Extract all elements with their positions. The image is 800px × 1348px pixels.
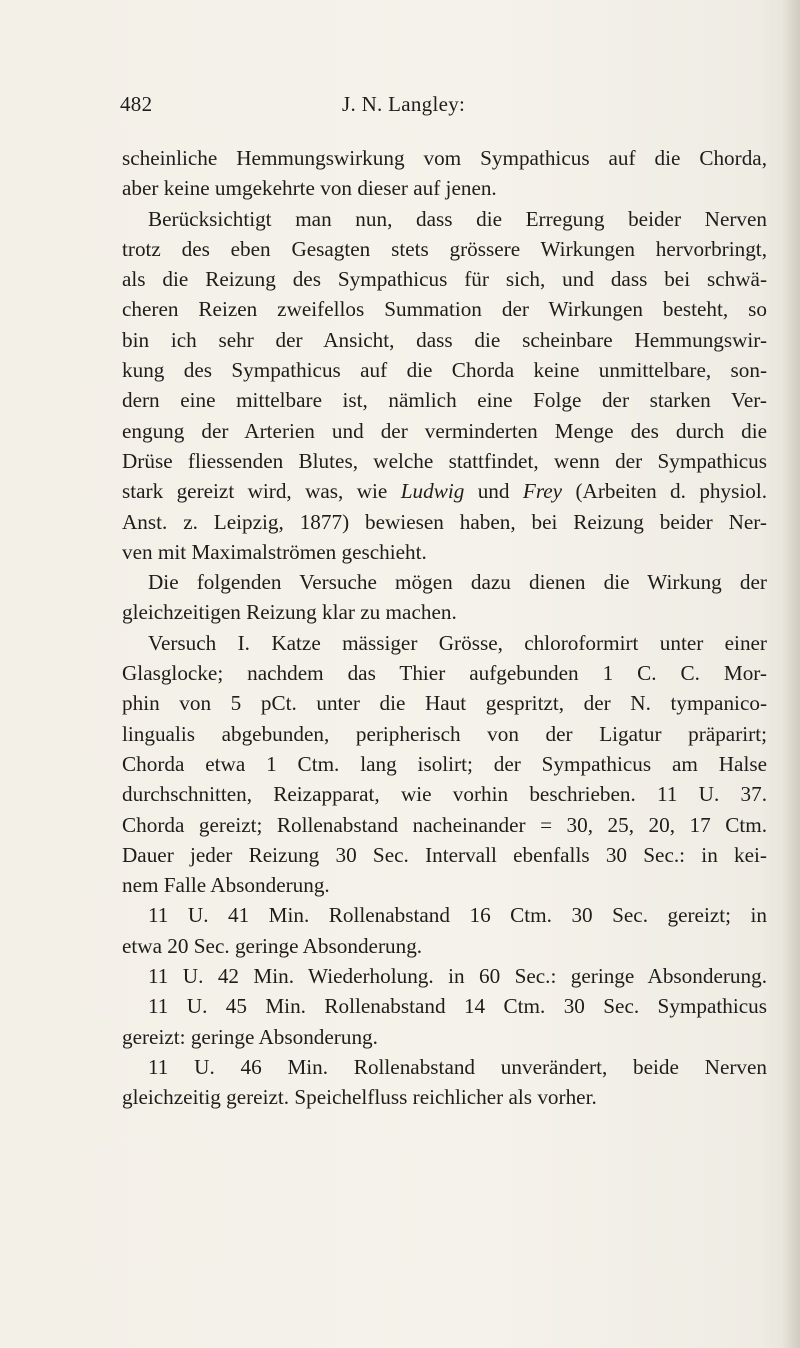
text-line: 11 U. 42 Min. Wiederholung. in 60 Sec.: geringe Absonderung.	[148, 964, 767, 989]
text-line: etwa 20 Sec. geringe Absonderung.	[122, 933, 423, 958]
text-line: Glasglocke; nachdem das Thier aufgebunden 1 C. C. Mor-	[122, 661, 767, 686]
page-edge-shadow	[782, 0, 800, 1348]
author-name-frey: Frey	[522, 479, 563, 504]
text-line: dern eine mittelbare ist, nämlich eine Folge der starken Ver-	[122, 388, 767, 413]
text-line: kung des Sympathicus auf die Chorda keine unmittelbare, son-	[122, 358, 767, 383]
text-line: gleichzeitig gereizt. Speichelfluss reichlicher als vorher.	[122, 1085, 597, 1110]
body-text	[122, 143, 767, 1113]
text-line: lingualis abgebunden, peripherisch von der Ligatur präparirt;	[122, 721, 767, 746]
text-line: Versuch I. Katze mässiger Grösse, chloroformirt unter einer	[148, 630, 767, 655]
text-line: als die Reizung des Sympathicus für sich, und dass bei schwä-	[122, 267, 767, 292]
text-line: Dauer jeder Reizung 30 Sec. Intervall ebenfalls 30 Sec.: in kei-	[122, 842, 767, 867]
text-line: Anst. z. Leipzig, 1877) bewiesen haben, bei Reizung beider Ner-	[122, 509, 767, 534]
text-line: durchschnitten, Reizapparat, wie vorhin beschrieben. 11 U. 37.	[122, 782, 767, 807]
running-head: J. N. Langley:	[342, 92, 466, 116]
text-line: Die folgenden Versuche mögen dazu dienen die Wirkung der	[148, 570, 767, 595]
text-line: bin ich sehr der Ansicht, dass die scheinbare Hemmungswir-	[122, 327, 767, 352]
text-fragment: und	[464, 479, 523, 504]
text-line: 11 U. 46 Min. Rollenabstand unverändert, beide Nerven	[148, 1054, 767, 1079]
text-fragment: stark gereizt wird, was, wie	[122, 479, 401, 504]
text-fragment: (Arbeiten d. physiol.	[562, 479, 768, 504]
text-line: Berücksichtigt man nun, dass die Erregung beider Nerven	[148, 206, 767, 231]
text-line: Drüse fliessenden Blutes, welche stattfindet, wenn der Sympathicus	[122, 448, 767, 473]
text-line: ven mit Maximalströmen geschieht.	[122, 539, 427, 564]
text-line: 11 U. 41 Min. Rollenabstand 16 Ctm. 30 Sec. gereizt; in	[148, 903, 767, 928]
text-line: engung der Arterien und der verminderten Menge des durch die	[122, 418, 767, 443]
text-line: scheinliche Hemmungswirkung vom Sympathicus auf die Chorda,	[122, 146, 767, 170]
text-line: cheren Reizen zweifellos Summation der Wirkungen besteht, so	[122, 297, 767, 322]
text-line: aber keine umgekehrte von dieser auf jenen.	[122, 176, 497, 201]
author-name-ludwig: Ludwig	[400, 479, 465, 504]
text-line: gleichzeitigen Reizung klar zu machen.	[122, 600, 457, 625]
text-line: gereizt: geringe Absonderung.	[122, 1024, 378, 1049]
page-header	[120, 92, 665, 122]
text-line: Chorda etwa 1 Ctm. lang isolirt; der Sympathicus am Halse	[122, 751, 767, 776]
text-line-with-citation	[122, 476, 767, 506]
text-line: nem Falle Absonderung.	[122, 873, 330, 898]
page-number: 482	[120, 92, 153, 116]
text-line: trotz des eben Gesagten stets grössere Wirkungen hervorbringt,	[122, 236, 767, 261]
text-line: phin von 5 pCt. unter die Haut gespritzt, der N. tympanico-	[122, 691, 767, 716]
text-line: Chorda gereizt; Rollenabstand nacheinander = 30, 25, 20, 17 Ctm.	[122, 812, 767, 837]
text-line: 11 U. 45 Min. Rollenabstand 14 Ctm. 30 Sec. Sympathicus	[148, 994, 767, 1019]
